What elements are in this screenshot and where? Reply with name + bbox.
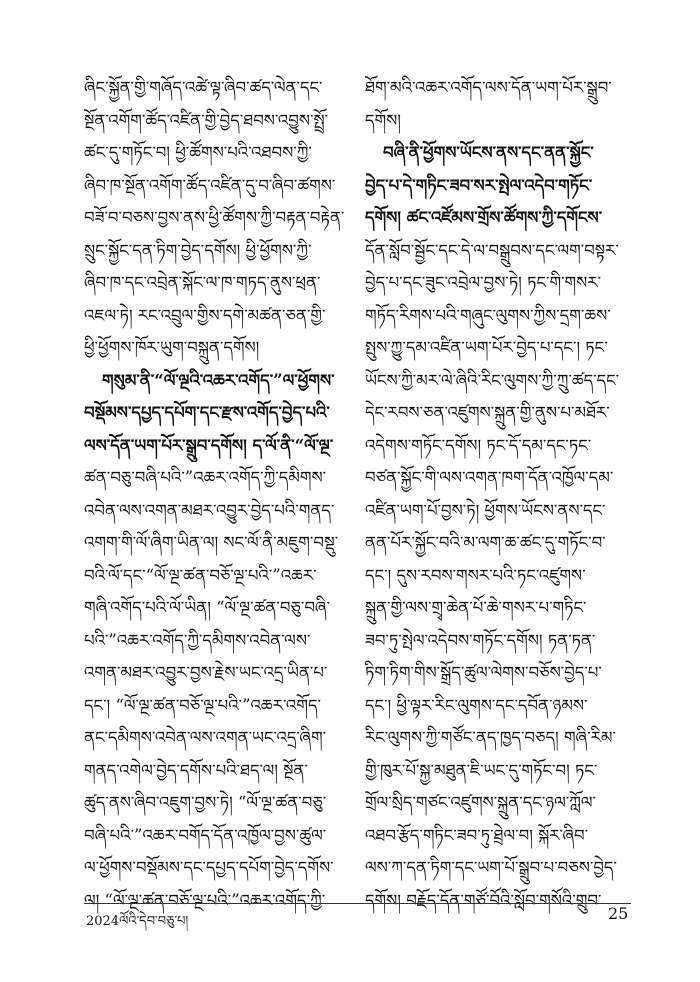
text-line: ཡོངས་ཀྱི་མར་ལེ་ཞིའི་རིང་ལུགས་ཀྱི་ཀྲུ་ཚད་དང་ bbox=[365, 370, 620, 390]
text-line: འདེགས་གཏོང་དགོས། ཏང་དོ་དམ་དང་ཏང་ bbox=[365, 435, 592, 455]
text-line: སྔོན་འགོག་ཚོད་འཛིན་གྱི་བྱེད་ཐབས་འབྱུས་སྤྲོ་ bbox=[84, 110, 329, 130]
text-line: འཛིན་ཡག་པོ་བྱས་ཏེ། ཕྱོགས་ཡོངས་ནས་དང་ bbox=[365, 500, 606, 520]
text-line: བའི་ལོ་དང་“ལོ་ལྔ་ཚན་བཅོ་ལྔ་པའི་”འཆར་ bbox=[84, 565, 317, 585]
text-line: བྱེད་པ་དང་ཟུང་འབྲེལ་བྱས་ཏེ། ཏང་གི་གསར་ bbox=[365, 273, 602, 292]
text-line: འགག་གི་ལོ་ཞིག་ཡིན་ལ། སང་ལོ་ནི་མཇུག་བསྡུ་ bbox=[84, 533, 339, 552]
left-text-column bbox=[84, 72, 349, 917]
footer-rule bbox=[84, 903, 631, 904]
text-line: ཟབ་ཏུ་སྤེལ་འདེབས་གཏོང་དགོས། ཏན་ཏན་ bbox=[365, 630, 596, 650]
text-line: གནད་འགེལ་བྱེད་དགོས་པའི་ཐད་ལ། སྔོན་ bbox=[84, 760, 308, 780]
text-line: ཚུད་ནས་ཞིབ་འཇུག་བྱས་ཏེ། “ལོ་ལྔ་ཚན་བཅུ་ bbox=[84, 793, 327, 812]
text-line: གྲོལ་སྲིད་གཙང་འཛུགས་སྐྲུན་དང་ཉལ་ཀློལ་ bbox=[365, 793, 596, 812]
text-line: ལས་དོན་ཡག་པོར་སྒྲུབ་དགོས། ད་ལོ་ནི་“ལོ་ལྔ་ bbox=[84, 435, 334, 455]
text-line: རིང་ལུགས་ཀྱི་གཙོང་ནད་ཁྱད་བཅད། གཞི་རིམ་ bbox=[365, 728, 616, 747]
text-line: གསུམ་ནི་“ལོ་ལྔའི་འཆར་འགོད་”ལ་ཕྱོགས་ bbox=[102, 370, 335, 390]
text-line: ནན་པོར་སྐྱོང་བའི་མ་ལག་ཆ་ཚང་དུ་གཏོང་བ་ bbox=[365, 533, 606, 552]
text-line: དགོས། bbox=[365, 110, 401, 130]
text-line: དེང་རབས་ཅན་འཛུགས་སྐྲུན་གྱི་ནུས་པ་མཐོར་ bbox=[365, 403, 610, 422]
text-line: བཙན་སྐྱོང་གི་ལས་འགན་ཁག་དོན་འཁྱོལ་དམ་ bbox=[365, 468, 614, 487]
text-line: ཞིང་སྐྱོན་གྱི་གཞོད་འཚེ་ལྟ་ཞིབ་ཚད་ལེན་དང་ bbox=[84, 78, 323, 97]
text-line: དང་། ཕྱི་ལྟར་རིང་ལུགས་དང་དབོན་ཉམས་ bbox=[365, 695, 588, 715]
text-line: ལས་ཀ་དན་ཏིག་དང་ཡག་པོ་སྒྲུབ་པ་བཅས་བྱེད་ bbox=[365, 858, 617, 877]
text-line: འཐབ་རྩོད་གཏིང་ཟབ་ཏུ་ཐྲེལ་བ། སྐོར་ཞིབ་ bbox=[365, 825, 589, 845]
text-line: ཞིབ་ཁ་སྔོན་འགོག་ཚོད་འཛིན་དུ་བ་ཞིབ་ཚགས་ bbox=[84, 175, 336, 195]
right-text-column bbox=[365, 72, 630, 917]
text-line: བསྡོམས་དཔྱད་དཔོག་དང་རྫས་འགོད་བྱེད་པའི་ bbox=[84, 403, 330, 422]
text-line: སྲུང་སྐྱོང་དན་ཏིག་བྱེད་དགོས། ཕྱི་ཕྱོགས་ཀྱི་ bbox=[84, 240, 312, 260]
text-line: ཐོག་མའི་འཆར་འགོད་ལས་དོན་ཡག་པོར་སྒྲུབ་ bbox=[365, 78, 612, 97]
page-number: 25 bbox=[608, 904, 629, 923]
text-line: ཕྱི་ཕྱོགས་ཁོར་ཡུག་བསྐྲུན་དགོས། bbox=[84, 338, 260, 357]
text-line: བྱེད་པ་དེ་གཏིང་ཟབ་སར་སྤེལ་འདེབ་གཏོང་ bbox=[365, 175, 593, 195]
issue-label: 2024ལོའི་དེབ་བཅུ་པ། bbox=[86, 914, 189, 929]
text-line: ལ། “ལོ་ལྔ་ཚན་བཅོ་ལྔ་པའི་”འཆར་འགོད་ཀྱི་ bbox=[84, 890, 326, 910]
text-line: དགོས། བརྗོད་དོན་གཙོ་བོའི་སློབ་གསོའི་གྲུབ་ bbox=[365, 890, 602, 910]
text-line: འབེན་ལས་འགན་མཐར་འབྱུར་བྱེད་པའི་གནད་ bbox=[84, 500, 335, 520]
text-line: སྤུས་ཀྱུ་དམ་འཛིན་ཡག་པོར་བྱེད་པ་དང་། ཏང་ bbox=[365, 338, 608, 357]
text-line: བཟོ་བ་བཅས་བྱས་ནས་ཕྱི་ཚོགས་ཀྱི་བརྟན་བརྟེན་ bbox=[84, 208, 345, 227]
text-line: བཞི་ནི་ཕྱོགས་ཡོངས་ནས་དང་ནན་སྐྱོང་ bbox=[383, 143, 594, 162]
text-line: ལ་ཕྱོགས་བསྡོམས་དང་དཔྱད་དཔོག་བྱེད་དགོས་ bbox=[84, 858, 334, 877]
text-line: འགན་མཐར་འབྱུར་བྱས་རྗེས་ཡང་འདྲ་ཡིན་པ་ bbox=[84, 663, 328, 682]
text-line: པའི་”འཆར་འགོད་ཀྱི་དམིགས་འབེན་ལས་ bbox=[84, 630, 311, 650]
text-line: གྱི་ཁུར་པོ་སྐྱ་མཐུན་ཇི་ཡང་དུ་གཏོང་བ། ཏང་ bbox=[365, 760, 598, 780]
text-line: ནང་དམིགས་འབེན་ལས་འགན་ཡང་འདྲ་ཞིག་ bbox=[84, 728, 327, 747]
text-line: གཞི་འགོད་པའི་ལོ་ཡིན། “ལོ་ལྔ་ཚན་བཅུ་བཞི་ bbox=[84, 598, 330, 617]
text-line: དོན་སློབ་སྦྱོང་དང་དེ་ལ་བསྒྲུབས་དང་ལག་བསྟར་ bbox=[365, 240, 619, 260]
text-line: ཚན་བཅུ་བཞི་པའི་”འཆར་འགོད་ཀྱི་དམིགས་ bbox=[84, 468, 327, 487]
text-line: དང་། “ལོ་ལྔ་ཚན་བཅོ་ལྔ་པའི་”འཆར་འགོད་ bbox=[84, 695, 321, 715]
text-line: བཞི་པའི་”འཆར་བགོད་དོན་འཁྱོལ་བྱས་ཚུལ་ bbox=[84, 825, 327, 845]
text-line: ཞིབ་ཁ་དང་འབྲེན་སྐོང་ལ་ཁ་གཏད་ནུས་ཕྲན་ bbox=[84, 273, 321, 292]
text-line: དང་། དུས་རབས་གསར་པའི་ཏང་འཛུགས་ bbox=[365, 565, 586, 585]
text-line: ཏིག་ཏིག་གིས་སྒྲོད་ཚུལ་ལེགས་བཅོས་བྱེད་པ་ bbox=[365, 663, 602, 682]
text-line: དགོས། ཚང་འཛོམས་གྲོས་ཚོགས་ཀྱི་དགོངས་ bbox=[365, 208, 603, 227]
text-line: གཏོད་རིགས་པའི་གཞུང་ལུགས་ཀྱིས་དྲག་ཆས་ bbox=[365, 305, 611, 325]
text-line: སྐྲུན་གྱི་ལས་གྲྭ་ཆེན་པོ་ཆེ་གསར་པ་གཏིང་ bbox=[365, 598, 587, 617]
text-line: འཇལ་ཏེ། རང་འབྲུལ་གྱིས་དགེ་མཚན་ཅན་གྱི་ bbox=[84, 305, 326, 325]
text-line: ཚང་དུ་གཏོང་བ། ཕྱི་ཚོགས་པའི་འཐབས་ཀྱི་ bbox=[84, 143, 312, 162]
